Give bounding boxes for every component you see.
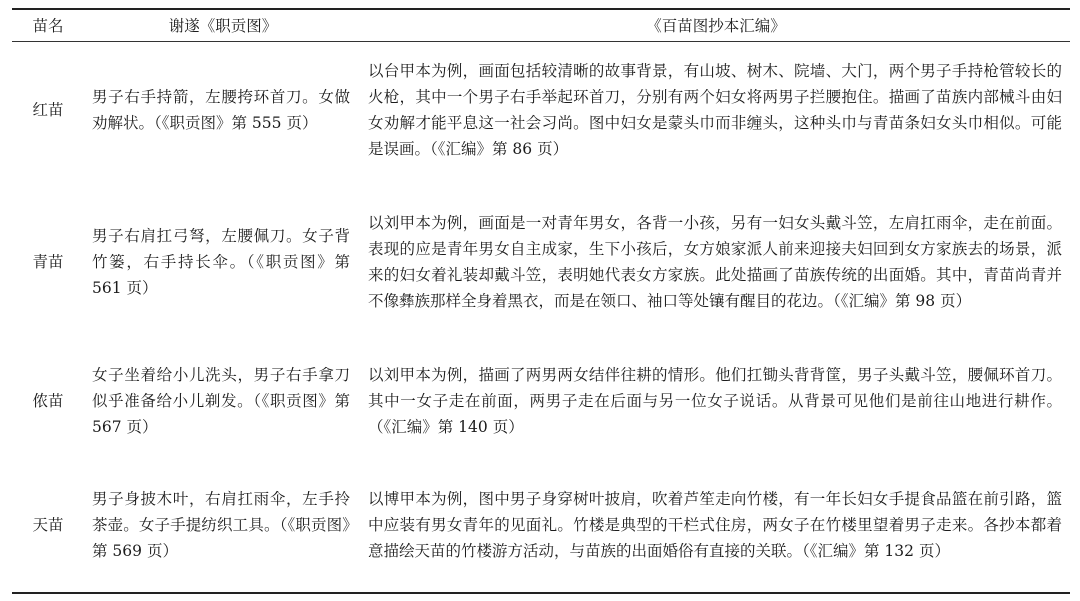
cell-miao-name: 侬苗 [32, 391, 64, 410]
cell-miao-name: 天苗 [12, 457, 84, 593]
cell-xie-sui: 女子坐着给小儿洗头，男子右手拿刀似乎准备给小儿剃发。（《职贡图》第 567 页） [92, 365, 350, 436]
cell-xie-sui: 男子身披木叶，右肩扛雨伞，左手拎茶壶。女子手提纺织工具。（《职贡图》第 569 页） [84, 457, 362, 593]
cell-miao-name: 青苗 [32, 252, 64, 271]
cell-xie-sui: 男子右手持箭，左腰挎环首刀。女做劝解状。（《职贡图》第 555 页） [92, 88, 350, 133]
comparison-table [12, 8, 1070, 594]
table-row [12, 457, 1070, 593]
table-body [12, 41, 1070, 593]
table-row [12, 41, 1070, 179]
cell-baimiao: 以刘甲本为例，描画了两男两女结伴往耕的情形。他们扛锄头背背筐，男子头戴斗笠，腰佩环首刀。其中一女子走在前面，两男子走在后面与另一位女子说话。从背景可见他们是前往山地进行耕作。（《汇编》第 140 页） [368, 365, 1062, 436]
table-header [12, 9, 1070, 41]
table-row [12, 179, 1070, 344]
cell-baimiao: 以博甲本为例，图中男子身穿树叶披肩，吹着芦笙走向竹楼，有一年长妇女手提食品篮在前引路，篮中应装有男女青年的见面礼。竹楼是典型的干栏式住房，两女子在竹楼里望着男子走来。各抄本都着意描绘天苗的竹楼游方活动，与苗族的出面婚俗有直接的关联。（《汇编》第 132 页） [362, 457, 1070, 593]
header-row [12, 9, 1070, 41]
header-miao-name: 苗名 [12, 9, 84, 41]
header-xie-sui: 谢遂《职贡图》 [84, 9, 362, 41]
cell-baimiao: 以台甲本为例，画面包括较清晰的故事背景，有山坡、树木、院墙、大门，两个男子手持枪管较长的火枪，其中一个男子右手举起环首刀，分别有两个妇女将两男子拦腰抱住。描画了苗族内部械斗由妇女劝解才能平息这一社会习尚。图中妇女是蒙头巾而非缠头，这种头巾与青苗条妇女头巾相似。可能是误画。（《汇编》第 86 页） [368, 62, 1062, 159]
header-baimiao: 《百苗图抄本汇编》 [362, 9, 1070, 41]
cell-xie-sui: 男子右肩扛弓弩，左腰佩刀。女子背竹篓，右手持长伞。（《职贡图》第 561 页） [92, 226, 350, 297]
cell-baimiao: 以刘甲本为例，画面是一对青年男女，各背一小孩，另有一妇女头戴斗笠，左肩扛雨伞，走在前面。表现的应是青年男女自主成家，生下小孩后，女方娘家派人前来迎接夫妇回到女方家族去的场景，派来的妇女着礼装却戴斗笠，表明她代表女方家族。此处描画了苗族传统的出面婚。其中，青苗尚青并不像彝族那样全身着黑衣，而是在领口、袖口等处镶有醒目的花边。（《汇编》第 98 页） [368, 213, 1062, 310]
table-row [12, 344, 1070, 457]
cell-miao-name: 红苗 [32, 101, 64, 120]
